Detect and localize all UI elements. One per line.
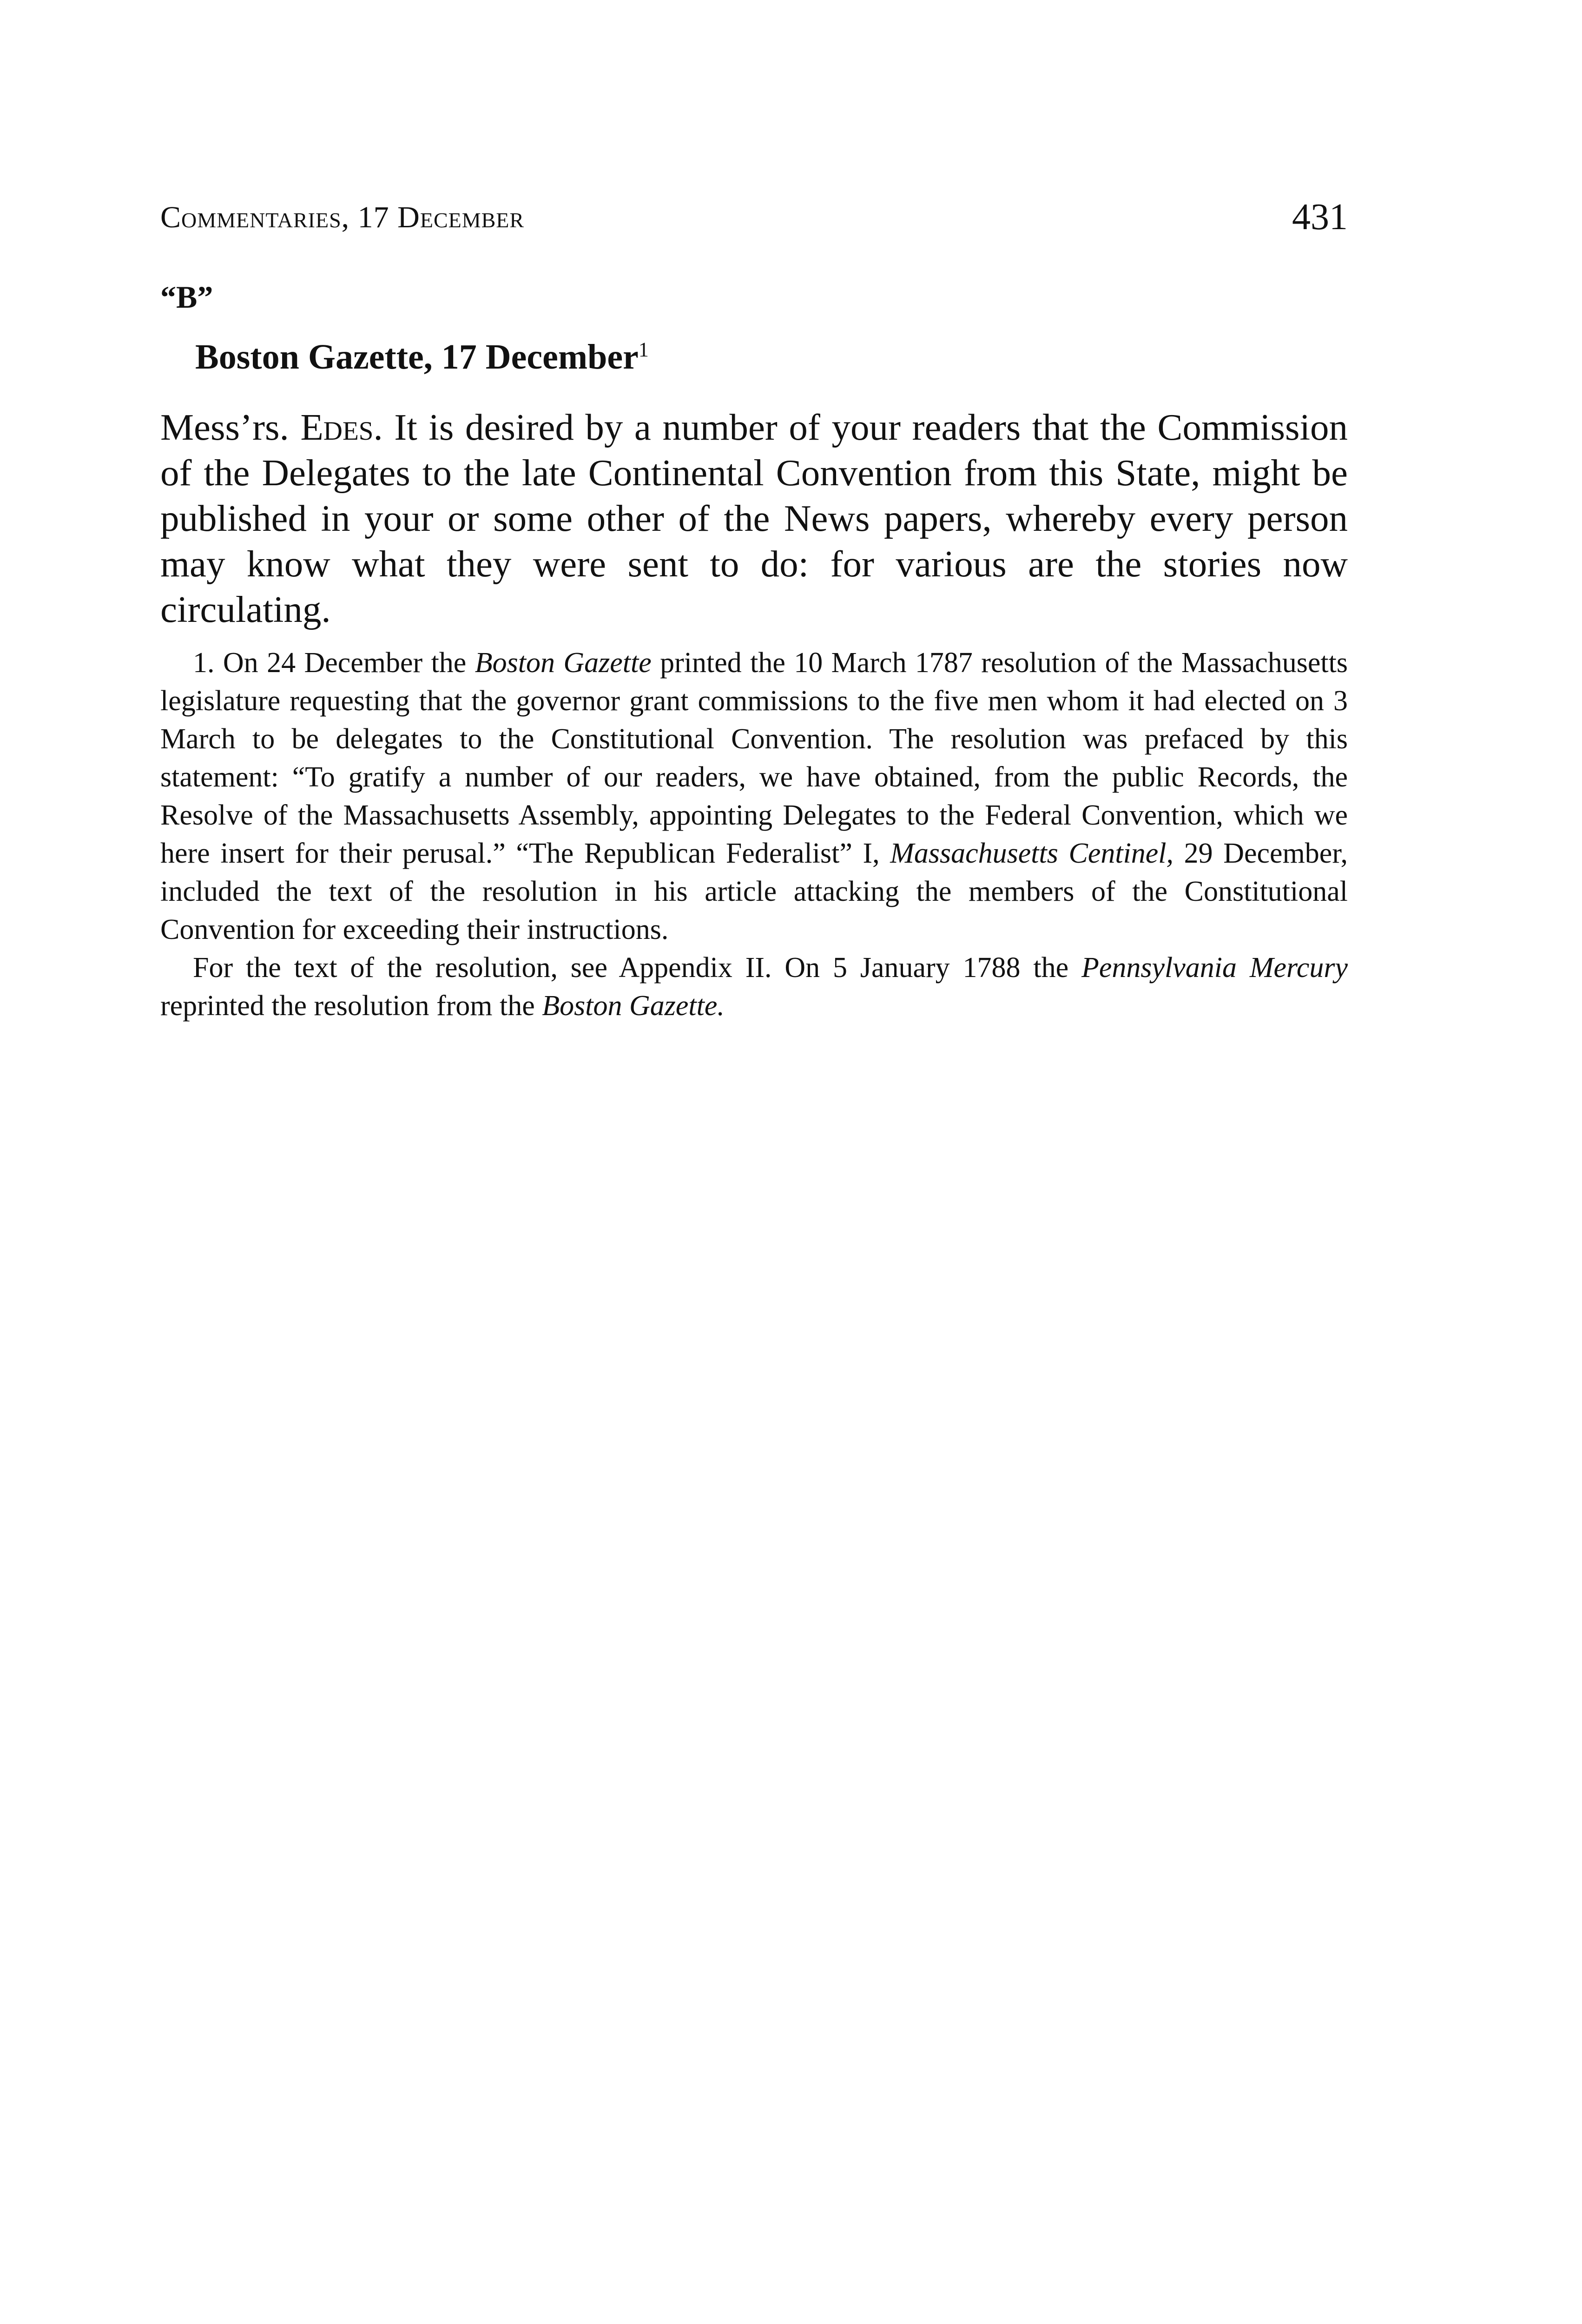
article-tag: “B” <box>160 279 213 315</box>
article-heading <box>195 337 649 377</box>
body-text: It is desired by a number of your readers that the Commission of the Delegates to the late Continental Convention from this State, might be published in your or some other of the News papers, whereby every person may know what they were sent to do: for various are the stories now circulating. <box>160 406 1348 630</box>
page-number: 431 <box>1292 197 1348 238</box>
salutation: Mess’rs. <box>160 406 289 448</box>
footnote-text: printed the 10 March 1787 resolution of the Massachusetts legislature requesting that the governor grant commissions to the five men whom it had elected on 3 March to be delegates to the Constitutional Convention. The resolution was prefaced by this statement: “To gratify a number of our readers, we have obtained, from the public Records, the Resolve of the Massachusetts Assembly, appointing Delegates to the Federal Convention, which we here insert for their perusal.” “The Republican Federalist” I, <box>160 647 1348 869</box>
running-head-title: Commentaries, 17 December <box>160 200 525 234</box>
footnote-italic-title: Massachusetts Centinel, <box>890 838 1174 869</box>
footnote-text: 29 December, included the text of the resolution in his article attacking the members of the Constitutional Convention for exceeding their instructions. <box>160 838 1348 945</box>
footnote-italic-title: Boston Gazette <box>475 647 652 679</box>
footnote-italic-title: Pennsylvania Mercury <box>1081 952 1348 984</box>
footnote-1-continuation <box>160 949 1348 1025</box>
footnote-italic-title: Boston Gazette. <box>542 990 725 1022</box>
footnotes <box>160 644 1348 1025</box>
footnote-text: For the text of the resolution, see Appendix II. On 5 January 1788 the <box>193 952 1081 984</box>
footnote-1 <box>160 644 1348 949</box>
footnote-text: 1. On 24 December the <box>193 647 475 679</box>
running-head <box>160 197 1348 251</box>
article-body <box>160 404 1348 632</box>
article-heading-text: Boston Gazette, 17 December <box>195 337 639 376</box>
footnote-text: reprinted the resolution from the <box>160 990 542 1022</box>
salutation-name: Edes. <box>300 406 383 448</box>
footnote-reference: 1 <box>638 338 649 361</box>
